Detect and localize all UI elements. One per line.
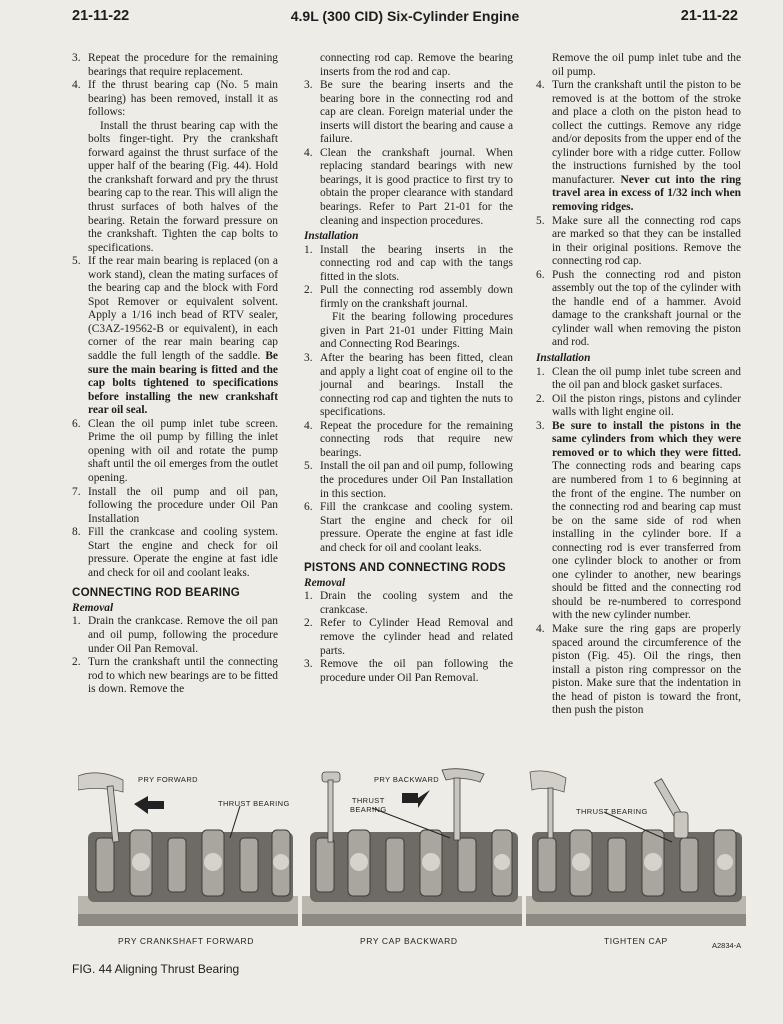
list-item: 4. If the thrust bearing cap (No. 5 main bearing) has been removed, install it as follows: [72,79,278,119]
crankshaft-illustration [526,768,746,934]
page-title: 4.9L (300 CID) Six-Cylinder Engine [290,8,520,24]
list-item: 3. Remove the oil pan following the procedure under Oil Pan Removal. [304,658,513,684]
figure-panel-tighten-cap [526,768,746,934]
list-item: 3. Repeat the procedure for the remaining bearings that require replacement. [72,52,278,78]
panel-caption: PRY CRANKSHAFT FORWARD [118,936,254,946]
subsection-heading: Installation [304,230,359,243]
list-item: 5. Install the oil pan and oil pump, following the procedures under Oil Pan Installation in this section. [304,460,513,500]
list-item: 2. Turn the crankshaft until the connecting rod to which new bearings are to be fitted is down. Remove the [72,656,278,696]
subsection-heading: Removal [304,576,346,589]
list-item: 1. Drain the crankcase. Remove the oil pan and oil pump, following the procedure under Oil Pan Removal. [72,615,278,655]
figure-panel-pry-forward [78,768,298,934]
column-2 [304,52,513,685]
section-heading: PISTONS AND CONNECTING RODS [304,561,506,575]
column-1 [72,52,278,697]
page-header [72,6,738,26]
paragraph: Install the thrust bearing cap with the bolts finger-tight. Pry the crankshaft forward against the thrust surface of the upper half of the bearing (Fig. 44). Hold the crankshaft forward and pry the thrust bearing cap to the rear. This will align the thrust surfaces of both halves of the bearing. Retain the forward pressure on the crankshaft. Tighten the cap bolts to specifications. [88,119,278,254]
warning-text: Be sure to install the pistons in the same cylinders from which they were removed or to which they were fitted. [552,419,741,459]
list-item: 6. Push the connecting rod and piston assembly out the top of the cylinder with the handle end of a hammer. Avoid damage to the crankshaft journal or the cylinder wall when removing the piston and rod. [536,268,741,349]
list-item: 2. Oil the piston rings, pistons and cylinder walls with light engine oil. [536,392,741,419]
figure-reference-code: A2834-A [712,941,742,950]
subsection-heading: Removal [72,601,114,614]
list-item: 6. Clean the oil pump inlet tube screen. Prime the oil pump by filling the inlet opening with oil and rotate the pump shaft until the oil emerges from the outlet opening. [72,417,278,484]
list-item: 4. Turn the crankshaft until the piston to be removed is at the bottom of the stroke and place a cloth on the piston head to collect the cuttings. Remove any ridge and/or deposits from the upper end of the cylinder bore with a ridge cutter. Follow the instructions furnished by the tool manufacturer. Never cut into the ring travel area in excess of 1/32 inch when removing ridges. [536,79,741,214]
list-item: 5. Make sure all the connecting rod caps are marked so that they can be installed in their original positions. Remove the connecting rod cap. [536,214,741,268]
warning-text: Be sure the main bearing is fitted and the cap bolts tightened to specifications before installing the new crankshaft rear oil seal. [88,350,278,417]
panel-caption: TIGHTEN CAP [604,936,668,946]
list-item: 1. Clean the oil pump inlet tube screen and the oil pan and block gasket surfaces. [536,365,741,392]
label-thrust-bearing: THRUST BEARING [218,799,290,808]
list-item: 6. Fill the crankcase and cooling system. Start the engine and check for oil pressure. Operate the engine at fast idle and check for oil and coolant leaks. [304,501,513,554]
list-item: 4. Repeat the procedure for the remaining connecting rods that require new bearings. [304,419,513,459]
column-3 [536,52,741,718]
list-item: 3. After the bearing has been fitted, clean and apply a light coat of engine oil to the journal and bearings. Install the connecting rod cap and tighten the nuts to specifications. [304,352,513,419]
crankshaft-illustration [78,768,298,934]
label-pry-backward: PRY BACKWARD [374,775,440,784]
list-item: 1. Drain the cooling system and the crankcase. [304,590,513,616]
list-item: 3. Be sure the bearing inserts and the bearing bore in the connecting rod and cap are clean. Foreign material under the inserts will distort the bearing and cause a failure. [304,79,513,146]
list-item: 4. Clean the crankshaft journal. When replacing standard bearings with new bearings, it is good practice to first try to obtain the proper clearance with standard bearings. Refer to Part 21-01 for the cleaning and inspection procedures. [304,146,513,227]
list-item: 3. Be sure to install the pistons in the same cylinders from which they were removed or to which they were fitted. The connecting rods and bearing caps are numbered from 1 to 6 beginning at the front of the engine. The number on the connecting rod and bearing cap must be on the same side of rod when installing in the cylinder bore. If a connecting rod is ever transferred from one cylinder block to another or from one cylinder to another, new bearings should be fitted and the connecting rod should be re-numbered to correspond with the new cylinder number. [536,419,741,622]
page-number-left: 21-11-22 [72,8,130,24]
list-item: 7. Install the oil pump and oil pan, following the procedure under Oil Pan Installation [72,485,278,525]
paragraph: Fit the bearing following procedures given in Part 21-01 under Fitting Main and Connecting Rod Bearings. [320,311,513,351]
panel-caption: PRY CAP BACKWARD [360,936,458,946]
label-thrust-bearing: THRUST BEARING [576,807,648,816]
list-item: 2. Pull the connecting rod assembly down firmly on the crankshaft journal. [304,284,513,310]
list-item: 8. Fill the crankcase and cooling system. Start the engine and check for oil pressure. Operate the engine at fast idle and check for oil and coolant leaks. [72,526,278,579]
list-item: 5. If the rear main bearing is replaced (on a work stand), clean the mating surfaces of the bearing cap and the block with Ford Spot Remover or equivalent solvent. Apply a 1/16 inch bead of RTV sealer, (C3AZ-19562-B or equivalent), in each corner of the rear main bearing cap saddle the full length of the saddle. Be sure the main bearing is fitted and the cap bolts tightened to specifications before installing the new crankshaft rear oil seal. [72,255,278,417]
figure-44 [78,768,748,958]
section-heading: CONNECTING ROD BEARING [72,586,241,600]
label-thrust-bearing: THRUST BEARING [350,796,387,814]
figure-caption: FIG. 44 Aligning Thrust Bearing [72,962,240,976]
page-number-right: 21-11-22 [680,8,738,24]
list-item: 4. Make sure the ring gaps are properly spaced around the circumference of the piston (Fig. 45). Oil the rings, then install a piston ring compressor on the piston. Make sure that the indentation in the head of piston is toward the front, then push the piston [536,622,741,717]
subsection-heading: Installation [536,352,591,365]
figure-panel-pry-backward [302,768,522,934]
warning-text: Never cut into the ring travel area in excess of 1/32 inch when removing ridges. [552,173,741,214]
list-item: 1. Install the bearing inserts in the connecting rod and cap with the tangs fitted in the slots. [304,243,513,283]
paragraph: connecting rod cap. Remove the bearing inserts from the rod and cap. [320,52,513,78]
label-pry-forward: PRY FORWARD [138,775,198,784]
paragraph: Remove the oil pump inlet tube and the oil pump. [552,52,741,78]
crankshaft-illustration [302,768,522,934]
list-item: 2. Refer to Cylinder Head Removal and remove the cylinder head and related parts. [304,617,513,657]
